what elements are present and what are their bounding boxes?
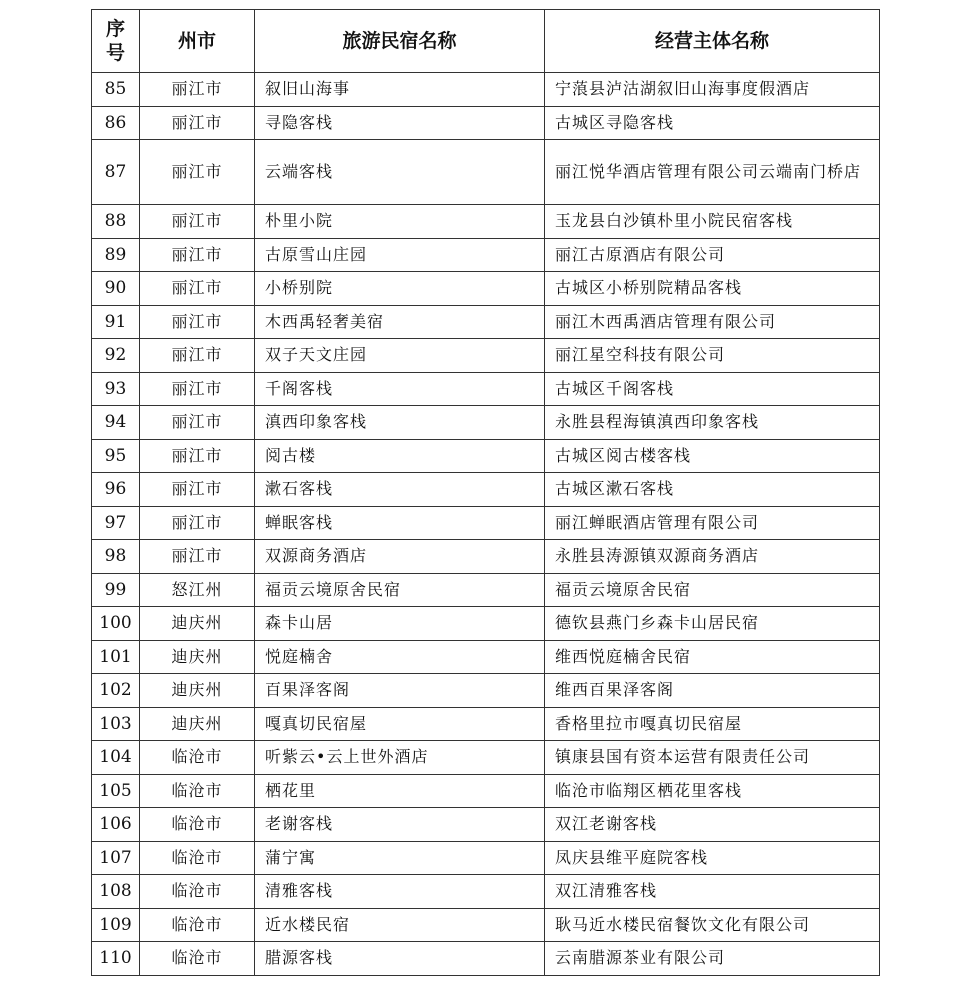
table-row: [92, 774, 880, 808]
homestay-name-cell: 双子天文庄园: [255, 339, 545, 373]
serial-number-cell: 104: [92, 741, 140, 775]
operator-name-cell: 丽江古原酒店有限公司: [545, 238, 880, 272]
operator-name-cell: 临沧市临翔区栖花里客栈: [545, 774, 880, 808]
homestay-name-cell: 蒲宁寓: [255, 841, 545, 875]
serial-number-cell: 105: [92, 774, 140, 808]
city-cell: 丽江市: [140, 73, 255, 107]
table-row: [92, 741, 880, 775]
table-row: [92, 140, 880, 205]
operator-name-cell: 古城区阅古楼客栈: [545, 439, 880, 473]
city-cell: 临沧市: [140, 908, 255, 942]
table-row: [92, 607, 880, 641]
table-row: [92, 272, 880, 306]
homestay-name-cell: 古原雪山庄园: [255, 238, 545, 272]
table-row: [92, 875, 880, 909]
homestay-name-cell: 朴里小院: [255, 205, 545, 239]
table-row: [92, 506, 880, 540]
serial-number-cell: 106: [92, 808, 140, 842]
operator-name-cell: 玉龙县白沙镇朴里小院民宿客栈: [545, 205, 880, 239]
homestay-table-container: [91, 9, 879, 976]
table-row: [92, 238, 880, 272]
city-cell: 丽江市: [140, 238, 255, 272]
homestay-name-cell: 千阁客栈: [255, 372, 545, 406]
operator-name-cell: 云南腊源茶业有限公司: [545, 942, 880, 976]
city-cell: 临沧市: [140, 741, 255, 775]
operator-name-cell: 丽江蝉眠酒店管理有限公司: [545, 506, 880, 540]
city-cell: 临沧市: [140, 841, 255, 875]
city-cell: 丽江市: [140, 106, 255, 140]
homestay-name-cell: 栖花里: [255, 774, 545, 808]
serial-number-cell: 99: [92, 573, 140, 607]
operator-name-cell: 德钦县燕门乡森卡山居民宿: [545, 607, 880, 641]
serial-number-cell: 89: [92, 238, 140, 272]
city-cell: 丽江市: [140, 205, 255, 239]
serial-number-cell: 95: [92, 439, 140, 473]
city-cell: 怒江州: [140, 573, 255, 607]
table-row: [92, 339, 880, 373]
city-cell: 丽江市: [140, 339, 255, 373]
city-cell: 丽江市: [140, 439, 255, 473]
city-cell: 丽江市: [140, 305, 255, 339]
homestay-name-cell: 寻隐客栈: [255, 106, 545, 140]
operator-name-cell: 镇康县国有资本运营有限责任公司: [545, 741, 880, 775]
serial-number-cell: 98: [92, 540, 140, 574]
serial-number-cell: 102: [92, 674, 140, 708]
table-row: [92, 908, 880, 942]
operator-name-cell: 凤庆县维平庭院客栈: [545, 841, 880, 875]
serial-number-cell: 87: [92, 140, 140, 205]
operator-name-cell: 双江清雅客栈: [545, 875, 880, 909]
homestay-name-cell: 漱石客栈: [255, 473, 545, 507]
operator-name-cell: 永胜县涛源镇双源商务酒店: [545, 540, 880, 574]
operator-name-cell: 丽江悦华酒店管理有限公司云端南门桥店: [545, 140, 880, 205]
homestay-name-cell: 蝉眠客栈: [255, 506, 545, 540]
table-row: [92, 305, 880, 339]
operator-name-cell: 丽江木西禹酒店管理有限公司: [545, 305, 880, 339]
table-row: [92, 372, 880, 406]
serial-number-cell: 108: [92, 875, 140, 909]
homestay-name-cell: 小桥别院: [255, 272, 545, 306]
serial-number-cell: 96: [92, 473, 140, 507]
homestay-name-cell: 嘎真切民宿屋: [255, 707, 545, 741]
table-row: [92, 640, 880, 674]
homestay-name-cell: 叙旧山海事: [255, 73, 545, 107]
homestay-name-cell: 近水楼民宿: [255, 908, 545, 942]
city-cell: 临沧市: [140, 774, 255, 808]
serial-number-cell: 110: [92, 942, 140, 976]
homestay-name-cell: 滇西印象客栈: [255, 406, 545, 440]
operator-name-cell: 古城区寻隐客栈: [545, 106, 880, 140]
serial-number-cell: 85: [92, 73, 140, 107]
table-row: [92, 942, 880, 976]
table-row: [92, 439, 880, 473]
homestay-list-table: [91, 9, 880, 976]
city-cell: 临沧市: [140, 808, 255, 842]
serial-number-cell: 92: [92, 339, 140, 373]
header-operator-name: 经营主体名称: [545, 10, 880, 73]
table-row: [92, 406, 880, 440]
homestay-name-cell: 腊源客栈: [255, 942, 545, 976]
table-row: [92, 540, 880, 574]
homestay-name-cell: 百果泽客阁: [255, 674, 545, 708]
serial-number-cell: 91: [92, 305, 140, 339]
city-cell: 迪庆州: [140, 607, 255, 641]
table-header-row: [92, 10, 880, 73]
city-cell: 丽江市: [140, 506, 255, 540]
serial-number-cell: 90: [92, 272, 140, 306]
operator-name-cell: 耿马近水楼民宿餐饮文化有限公司: [545, 908, 880, 942]
operator-name-cell: 维西悦庭楠舍民宿: [545, 640, 880, 674]
city-cell: 迪庆州: [140, 674, 255, 708]
city-cell: 丽江市: [140, 372, 255, 406]
serial-number-cell: 97: [92, 506, 140, 540]
homestay-name-cell: 清雅客栈: [255, 875, 545, 909]
header-homestay-name: 旅游民宿名称: [255, 10, 545, 73]
table-row: [92, 473, 880, 507]
header-serial-number: 序 号: [92, 10, 140, 73]
city-cell: 临沧市: [140, 942, 255, 976]
serial-number-cell: 107: [92, 841, 140, 875]
table-row: [92, 707, 880, 741]
city-cell: 迪庆州: [140, 707, 255, 741]
city-cell: 临沧市: [140, 875, 255, 909]
serial-number-cell: 86: [92, 106, 140, 140]
table-row: [92, 106, 880, 140]
city-cell: 丽江市: [140, 406, 255, 440]
city-cell: 丽江市: [140, 140, 255, 205]
operator-name-cell: 维西百果泽客阁: [545, 674, 880, 708]
operator-name-cell: 古城区漱石客栈: [545, 473, 880, 507]
city-cell: 丽江市: [140, 272, 255, 306]
serial-number-cell: 100: [92, 607, 140, 641]
homestay-name-cell: 阅古楼: [255, 439, 545, 473]
homestay-name-cell: 老谢客栈: [255, 808, 545, 842]
operator-name-cell: 宁蒗县泸沽湖叙旧山海事度假酒店: [545, 73, 880, 107]
operator-name-cell: 双江老谢客栈: [545, 808, 880, 842]
serial-number-cell: 88: [92, 205, 140, 239]
homestay-name-cell: 悦庭楠舍: [255, 640, 545, 674]
city-cell: 丽江市: [140, 540, 255, 574]
operator-name-cell: 永胜县程海镇滇西印象客栈: [545, 406, 880, 440]
operator-name-cell: 福贡云境原舍民宿: [545, 573, 880, 607]
table-row: [92, 674, 880, 708]
serial-number-cell: 103: [92, 707, 140, 741]
operator-name-cell: 丽江星空科技有限公司: [545, 339, 880, 373]
homestay-name-cell: 福贡云境原舍民宿: [255, 573, 545, 607]
operator-name-cell: 古城区千阁客栈: [545, 372, 880, 406]
homestay-name-cell: 森卡山居: [255, 607, 545, 641]
serial-number-cell: 93: [92, 372, 140, 406]
homestay-name-cell: 双源商务酒店: [255, 540, 545, 574]
serial-number-cell: 109: [92, 908, 140, 942]
header-city: 州市: [140, 10, 255, 73]
table-row: [92, 205, 880, 239]
operator-name-cell: 香格里拉市嘎真切民宿屋: [545, 707, 880, 741]
homestay-name-cell: 云端客栈: [255, 140, 545, 205]
serial-number-cell: 101: [92, 640, 140, 674]
table-row: [92, 73, 880, 107]
table-row: [92, 841, 880, 875]
homestay-name-cell: 木西禹轻奢美宿: [255, 305, 545, 339]
city-cell: 丽江市: [140, 473, 255, 507]
table-row: [92, 573, 880, 607]
table-body: [92, 73, 880, 976]
table-row: [92, 808, 880, 842]
city-cell: 迪庆州: [140, 640, 255, 674]
homestay-name-cell: 听紫云•云上世外酒店: [255, 741, 545, 775]
serial-number-cell: 94: [92, 406, 140, 440]
operator-name-cell: 古城区小桥别院精品客栈: [545, 272, 880, 306]
